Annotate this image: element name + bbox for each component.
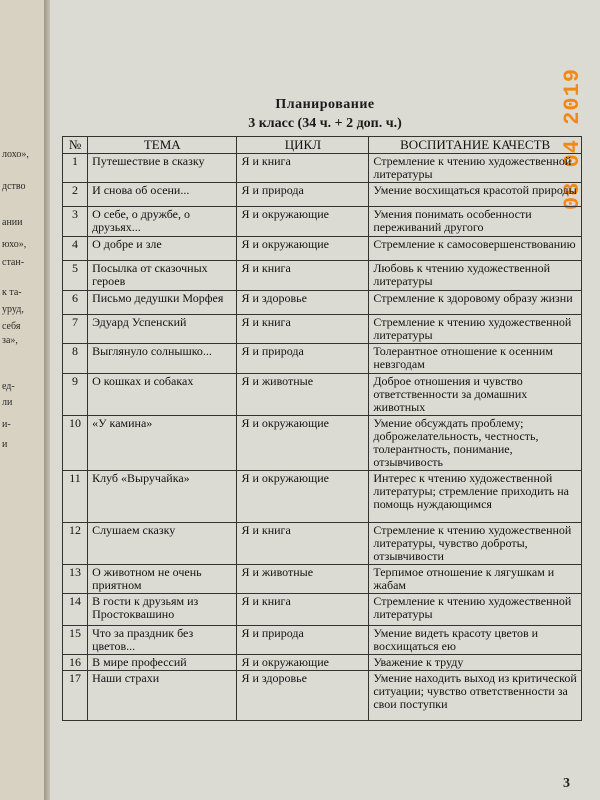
page-subtitle: 3 класс (34 ч. + 2 доп. ч.) bbox=[248, 116, 402, 131]
table-row bbox=[63, 237, 582, 261]
page-header bbox=[50, 97, 600, 132]
row-values: Стремление к чтению художественной литературы bbox=[369, 594, 582, 626]
row-cycle: Я и животные bbox=[237, 374, 369, 416]
row-theme: И снова об осени... bbox=[88, 183, 237, 207]
row-cycle: Я и окружающие bbox=[237, 655, 369, 671]
table-header-row bbox=[63, 137, 582, 154]
table-row bbox=[63, 291, 582, 315]
row-theme: Эдуард Успенский bbox=[88, 315, 237, 344]
left-page-fragment: дство bbox=[2, 181, 26, 192]
row-values: Стремление к чтению художественной литературы bbox=[369, 154, 582, 183]
row-values: Доброе отношения и чувство ответственности за домашних животных bbox=[369, 374, 582, 416]
row-number: 4 bbox=[63, 237, 88, 261]
left-page-fragment: ли bbox=[2, 397, 13, 408]
row-cycle: Я и здоровье bbox=[237, 291, 369, 315]
table-row bbox=[63, 315, 582, 344]
row-number: 13 bbox=[63, 565, 88, 594]
row-cycle: Я и книга bbox=[237, 154, 369, 183]
left-page-fragment: и bbox=[2, 439, 8, 450]
row-cycle: Я и природа bbox=[237, 183, 369, 207]
left-page-fragment: и- bbox=[2, 419, 11, 430]
column-header-values: ВОСПИТАНИЕ КАЧЕСТВ bbox=[369, 137, 582, 154]
row-cycle: Я и здоровье bbox=[237, 671, 369, 721]
date-stamp: 08 04 2019 bbox=[560, 67, 585, 210]
column-header-cycle: ЦИКЛ bbox=[237, 137, 369, 154]
row-values: Толерантное отношение к осенним невзгодам bbox=[369, 344, 582, 374]
row-number: 10 bbox=[63, 416, 88, 471]
left-page-fragment: ании bbox=[2, 217, 23, 228]
table-row bbox=[63, 626, 582, 655]
left-page-fragment: к та- bbox=[2, 287, 22, 298]
left-page-fragment: себя bbox=[2, 321, 21, 332]
table-row bbox=[63, 671, 582, 721]
page-title: Планирование bbox=[275, 97, 375, 112]
row-cycle: Я и окружающие bbox=[237, 237, 369, 261]
row-values: Умения понимать особенности переживаний другого bbox=[369, 207, 582, 237]
left-page-fragment: юхо», bbox=[2, 239, 27, 250]
page-number: 3 bbox=[563, 776, 570, 791]
row-number: 6 bbox=[63, 291, 88, 315]
table-row bbox=[63, 207, 582, 237]
table-row bbox=[63, 565, 582, 594]
table-row bbox=[63, 183, 582, 207]
table-row bbox=[63, 416, 582, 471]
left-page-fragment: лохо», bbox=[2, 149, 29, 160]
left-page-fragment: стан- bbox=[2, 257, 25, 268]
row-cycle: Я и окружающие bbox=[237, 207, 369, 237]
row-theme: Что за праздник без цветов... bbox=[88, 626, 237, 655]
table-row bbox=[63, 374, 582, 416]
left-page-fragment: уруд, bbox=[2, 304, 24, 315]
table-row bbox=[63, 344, 582, 374]
row-cycle: Я и книга bbox=[237, 315, 369, 344]
table-row bbox=[63, 154, 582, 183]
row-values: Любовь к чтению художественной литературы bbox=[369, 261, 582, 291]
row-cycle: Я и книга bbox=[237, 523, 369, 565]
table-row bbox=[63, 471, 582, 523]
row-cycle: Я и животные bbox=[237, 565, 369, 594]
row-number: 9 bbox=[63, 374, 88, 416]
column-header-theme: ТЕМА bbox=[88, 137, 237, 154]
row-values: Умение восхищаться красотой природы bbox=[369, 183, 582, 207]
row-number: 5 bbox=[63, 261, 88, 291]
row-cycle: Я и книга bbox=[237, 261, 369, 291]
left-page-edge bbox=[0, 0, 44, 800]
row-theme: В гости к друзьям из Простоквашино bbox=[88, 594, 237, 626]
row-values: Стремление к чтению художественной литературы, чувство доброты, отзывчивости bbox=[369, 523, 582, 565]
row-theme: Наши страхи bbox=[88, 671, 237, 721]
row-number: 3 bbox=[63, 207, 88, 237]
left-page-fragment: за», bbox=[2, 335, 18, 346]
row-values: Умение видеть красоту цветов и восхищаться ею bbox=[369, 626, 582, 655]
row-number: 8 bbox=[63, 344, 88, 374]
row-theme: О кошках и собаках bbox=[88, 374, 237, 416]
planning-table bbox=[62, 136, 582, 721]
row-theme: Слушаем сказку bbox=[88, 523, 237, 565]
row-number: 11 bbox=[63, 471, 88, 523]
row-values: Уважение к труду bbox=[369, 655, 582, 671]
row-theme: Посылка от сказочных героев bbox=[88, 261, 237, 291]
book-page bbox=[50, 0, 600, 800]
table-body bbox=[63, 154, 582, 721]
row-theme: О животном не очень приятном bbox=[88, 565, 237, 594]
row-number: 12 bbox=[63, 523, 88, 565]
table-row bbox=[63, 655, 582, 671]
row-theme: «У камина» bbox=[88, 416, 237, 471]
row-values: Стремление к самосовершенствованию bbox=[369, 237, 582, 261]
row-values: Стремление к здоровому образу жизни bbox=[369, 291, 582, 315]
row-number: 15 bbox=[63, 626, 88, 655]
row-values: Терпимое отношение к лягушкам и жабам bbox=[369, 565, 582, 594]
column-header-number: № bbox=[63, 137, 88, 154]
row-theme: Путешествие в сказку bbox=[88, 154, 237, 183]
row-cycle: Я и природа bbox=[237, 344, 369, 374]
row-cycle: Я и природа bbox=[237, 626, 369, 655]
row-values: Стремление к чтению художественной литературы bbox=[369, 315, 582, 344]
table-row bbox=[63, 261, 582, 291]
row-theme: Письмо дедушки Морфея bbox=[88, 291, 237, 315]
row-values: Умение обсуждать проблему; доброжелательность, честность, толерантность, понимание, отзывчивость bbox=[369, 416, 582, 471]
row-theme: О добре и зле bbox=[88, 237, 237, 261]
row-values: Умение находить выход из критической ситуации; чувство ответственности за свои поступки bbox=[369, 671, 582, 721]
row-number: 14 bbox=[63, 594, 88, 626]
row-number: 2 bbox=[63, 183, 88, 207]
row-number: 7 bbox=[63, 315, 88, 344]
row-values: Интерес к чтению художественной литературы; стремление приходить на помощь нуждающимся bbox=[369, 471, 582, 523]
table-row bbox=[63, 594, 582, 626]
table-row bbox=[63, 523, 582, 565]
planning-table-wrapper bbox=[62, 136, 600, 721]
row-number: 17 bbox=[63, 671, 88, 721]
row-theme: Клуб «Выручайка» bbox=[88, 471, 237, 523]
left-page-fragment: ед- bbox=[2, 381, 15, 392]
row-cycle: Я и окружающие bbox=[237, 471, 369, 523]
row-cycle: Я и окружающие bbox=[237, 416, 369, 471]
row-theme: В мире профессий bbox=[88, 655, 237, 671]
row-theme: Выглянуло солнышко... bbox=[88, 344, 237, 374]
row-number: 1 bbox=[63, 154, 88, 183]
row-theme: О себе, о дружбе, о друзьях... bbox=[88, 207, 237, 237]
row-number: 16 bbox=[63, 655, 88, 671]
row-cycle: Я и книга bbox=[237, 594, 369, 626]
